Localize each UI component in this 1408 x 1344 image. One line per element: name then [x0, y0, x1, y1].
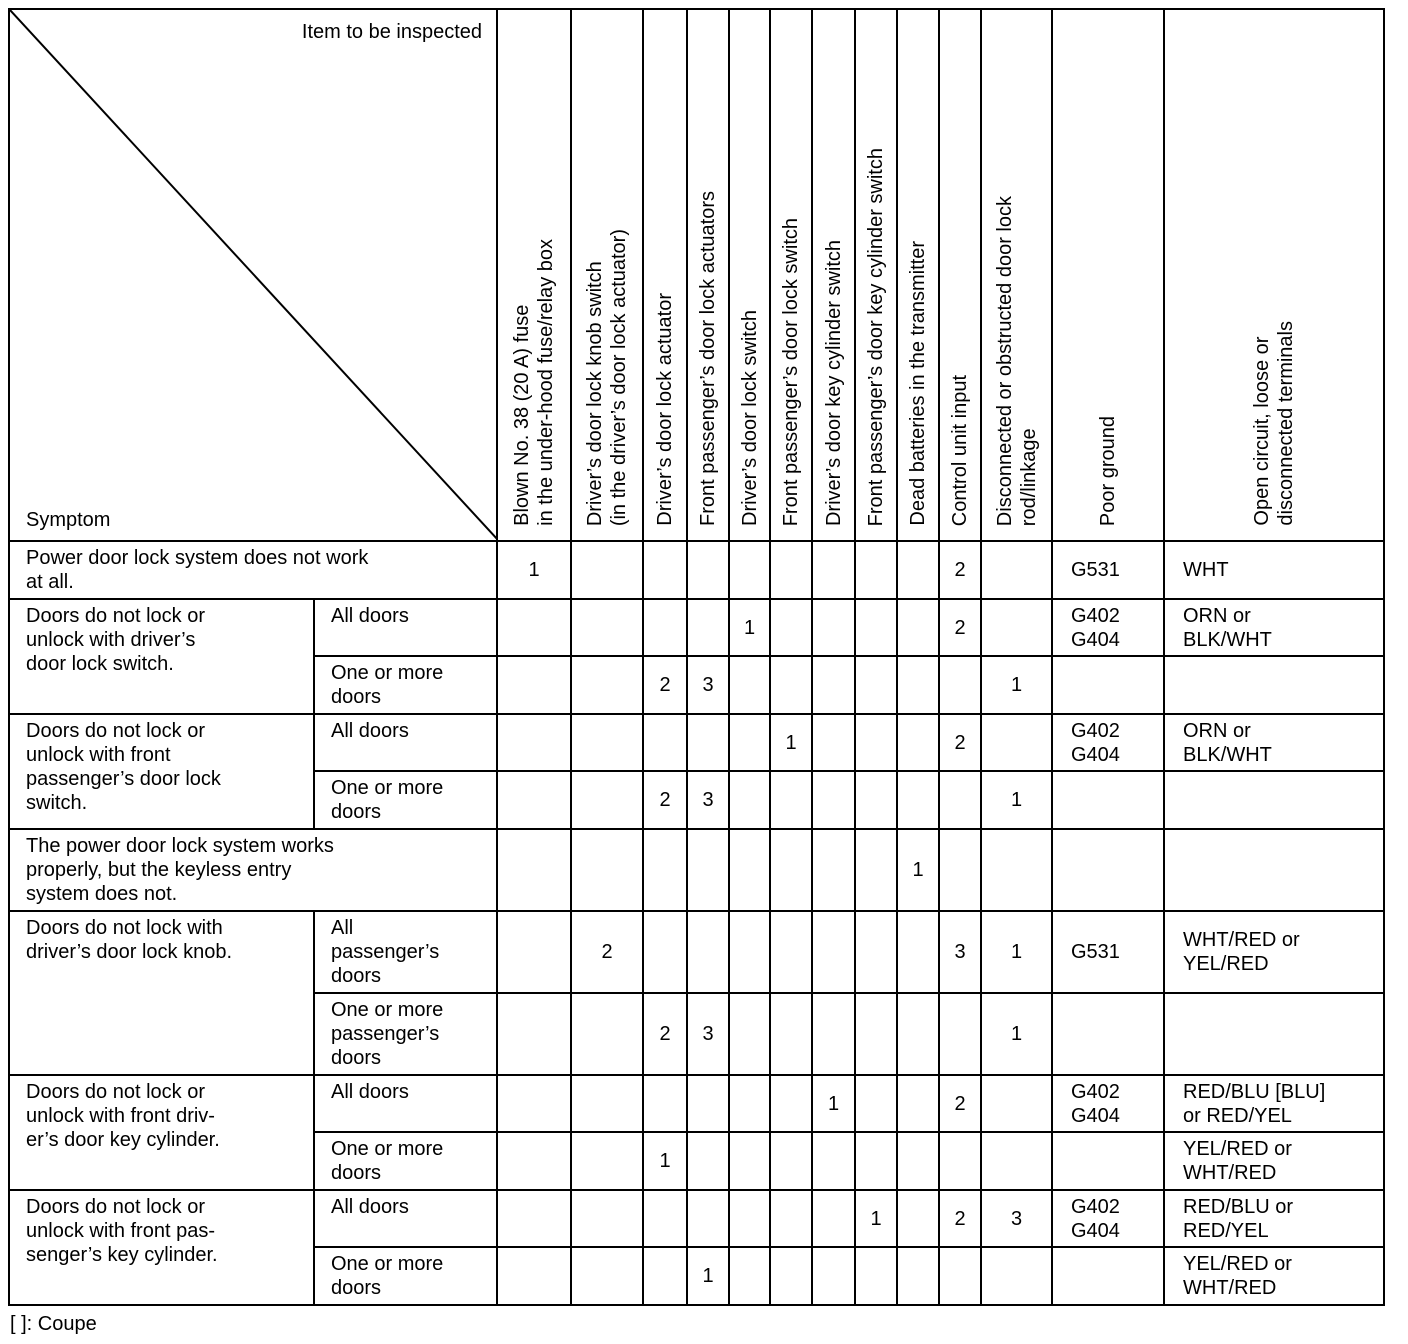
table-row [9, 911, 1384, 993]
priority-cell [643, 599, 687, 656]
terminal-cell [1164, 829, 1384, 911]
condition-cell: All doors [314, 599, 497, 656]
item-to-be-inspected-label: Item to be inspected [301, 21, 482, 43]
priority-cell [571, 714, 643, 771]
priority-cell [855, 911, 897, 993]
priority-cell [981, 1075, 1052, 1132]
priority-cell: 1 [981, 993, 1052, 1075]
priority-cell: 3 [687, 656, 729, 714]
priority-cell [897, 1247, 939, 1305]
column-header: Driver’s door lock knob switch (in the driver’s door lock actuator) [571, 9, 643, 541]
priority-cell [897, 771, 939, 829]
priority-cell [497, 911, 571, 993]
priority-cell [770, 911, 812, 993]
priority-cell [770, 1132, 812, 1190]
priority-cell [729, 714, 770, 771]
priority-cell [770, 829, 812, 911]
priority-cell [939, 771, 981, 829]
ground-cell: G402 G404 [1052, 1190, 1164, 1247]
priority-cell [643, 829, 687, 911]
priority-cell: 1 [812, 1075, 855, 1132]
priority-cell [812, 1132, 855, 1190]
priority-cell: 1 [770, 714, 812, 771]
column-header: Dead batteries in the transmitter [897, 9, 939, 541]
priority-cell [729, 911, 770, 993]
priority-cell: 1 [981, 771, 1052, 829]
priority-cell [687, 714, 729, 771]
priority-cell [643, 1190, 687, 1247]
priority-cell: 2 [939, 1190, 981, 1247]
column-header: Front passenger’s door lock actuators [687, 9, 729, 541]
priority-cell [687, 911, 729, 993]
priority-cell [571, 829, 643, 911]
column-header: Poor ground [1052, 9, 1164, 541]
header-corner [9, 9, 497, 541]
priority-cell: 1 [897, 829, 939, 911]
priority-cell: 2 [571, 911, 643, 993]
priority-cell [939, 656, 981, 714]
column-header: Disconnected or obstructed door lock rod/linkage [981, 9, 1052, 541]
priority-cell [897, 993, 939, 1075]
priority-cell [687, 1132, 729, 1190]
ground-cell: G531 [1052, 911, 1164, 993]
column-header: Open circuit, loose or disconnected terminals [1164, 9, 1384, 541]
symptom-cell: Doors do not lock or unlock with front passenger’s door lock switch. [9, 714, 314, 829]
condition-cell: All doors [314, 714, 497, 771]
priority-cell [812, 829, 855, 911]
priority-cell: 1 [855, 1190, 897, 1247]
priority-cell [897, 1132, 939, 1190]
column-header: Front passenger’s door lock switch [770, 9, 812, 541]
condition-cell: One or more doors [314, 656, 497, 714]
priority-cell [981, 1247, 1052, 1305]
condition-cell: All doors [314, 1190, 497, 1247]
priority-cell [812, 599, 855, 656]
priority-cell [812, 541, 855, 599]
column-header: Control unit input [939, 9, 981, 541]
priority-cell [770, 771, 812, 829]
troubleshooting-table [8, 8, 1385, 1306]
priority-cell [497, 1247, 571, 1305]
priority-cell [855, 993, 897, 1075]
priority-cell [939, 1132, 981, 1190]
terminal-cell: YEL/RED or WHT/RED [1164, 1132, 1384, 1190]
priority-cell [812, 1190, 855, 1247]
priority-cell [981, 829, 1052, 911]
ground-cell [1052, 1247, 1164, 1305]
priority-cell [812, 993, 855, 1075]
priority-cell [729, 993, 770, 1075]
priority-cell: 1 [729, 599, 770, 656]
priority-cell: 3 [981, 1190, 1052, 1247]
priority-cell [770, 993, 812, 1075]
column-header: Front passenger’s door key cylinder switch [855, 9, 897, 541]
priority-cell [855, 541, 897, 599]
priority-cell [571, 1247, 643, 1305]
priority-cell [939, 1247, 981, 1305]
column-header: Driver’s door lock actuator [643, 9, 687, 541]
priority-cell [497, 714, 571, 771]
terminal-cell: RED/BLU or RED/YEL [1164, 1190, 1384, 1247]
priority-cell [770, 599, 812, 656]
ground-cell [1052, 771, 1164, 829]
priority-cell [981, 599, 1052, 656]
priority-cell [770, 541, 812, 599]
priority-cell: 1 [981, 656, 1052, 714]
priority-cell: 2 [643, 771, 687, 829]
terminal-cell [1164, 993, 1384, 1075]
symptom-cell: Power door lock system does not work at all. [9, 541, 497, 599]
priority-cell [855, 771, 897, 829]
priority-cell [855, 829, 897, 911]
priority-cell [897, 656, 939, 714]
diagonal-divider [10, 10, 498, 540]
priority-cell [571, 541, 643, 599]
priority-cell [855, 1132, 897, 1190]
priority-cell [497, 771, 571, 829]
priority-cell: 2 [643, 993, 687, 1075]
priority-cell [497, 1190, 571, 1247]
terminal-cell: ORN or BLK/WHT [1164, 599, 1384, 656]
table-row [9, 1075, 1384, 1132]
symptom-label: Symptom [26, 509, 111, 531]
priority-cell: 3 [687, 993, 729, 1075]
priority-cell [497, 1075, 571, 1132]
priority-cell: 2 [939, 599, 981, 656]
terminal-cell [1164, 771, 1384, 829]
priority-cell [981, 541, 1052, 599]
priority-cell [687, 829, 729, 911]
priority-cell [497, 829, 571, 911]
terminal-cell [1164, 656, 1384, 714]
terminal-cell: RED/BLU [BLU] or RED/YEL [1164, 1075, 1384, 1132]
priority-cell [939, 993, 981, 1075]
priority-cell: 2 [643, 656, 687, 714]
table-body [9, 541, 1384, 1305]
priority-cell [729, 1247, 770, 1305]
priority-cell [812, 911, 855, 993]
priority-cell [770, 1190, 812, 1247]
ground-cell [1052, 656, 1164, 714]
priority-cell [643, 911, 687, 993]
priority-cell [897, 714, 939, 771]
priority-cell [981, 1132, 1052, 1190]
header-row [9, 9, 1384, 541]
priority-cell [939, 829, 981, 911]
ground-cell [1052, 1132, 1164, 1190]
table-row [9, 714, 1384, 771]
ground-cell: G402 G404 [1052, 599, 1164, 656]
priority-cell [812, 1247, 855, 1305]
priority-cell [571, 1132, 643, 1190]
table-row [9, 599, 1384, 656]
priority-cell: 1 [497, 541, 571, 599]
priority-cell: 1 [643, 1132, 687, 1190]
priority-cell [770, 1247, 812, 1305]
condition-cell: One or more doors [314, 771, 497, 829]
priority-cell [729, 771, 770, 829]
ground-cell [1052, 829, 1164, 911]
priority-cell [770, 1075, 812, 1132]
priority-cell [497, 656, 571, 714]
priority-cell [812, 771, 855, 829]
priority-cell [897, 1190, 939, 1247]
table-row [9, 1190, 1384, 1247]
priority-cell: 1 [981, 911, 1052, 993]
priority-cell [855, 714, 897, 771]
priority-cell: 2 [939, 541, 981, 599]
priority-cell: 2 [939, 714, 981, 771]
column-header: Driver’s door key cylinder switch [812, 9, 855, 541]
symptom-cell: Doors do not lock or unlock with front pas- senger’s key cylinder. [9, 1190, 314, 1305]
priority-cell [571, 1190, 643, 1247]
priority-cell [729, 541, 770, 599]
priority-cell [897, 911, 939, 993]
terminal-cell: WHT/RED or YEL/RED [1164, 911, 1384, 993]
ground-cell: G531 [1052, 541, 1164, 599]
condition-cell: One or more passenger’s doors [314, 993, 497, 1075]
priority-cell [643, 714, 687, 771]
priority-cell [812, 714, 855, 771]
column-header: Blown No. 38 (20 A) fuse in the under-hood fuse/relay box [497, 9, 571, 541]
symptom-cell: The power door lock system works properly, but the keyless entry system does not. [9, 829, 497, 911]
priority-cell [687, 1075, 729, 1132]
priority-cell [981, 714, 1052, 771]
symptom-cell: Doors do not lock with driver’s door lock knob. [9, 911, 314, 1075]
priority-cell [897, 541, 939, 599]
priority-cell [729, 1190, 770, 1247]
priority-cell [897, 599, 939, 656]
table-row [9, 829, 1384, 911]
priority-cell [687, 541, 729, 599]
priority-cell [897, 1075, 939, 1132]
condition-cell: One or more doors [314, 1247, 497, 1305]
ground-cell: G402 G404 [1052, 714, 1164, 771]
table-row [9, 541, 1384, 599]
priority-cell [497, 1132, 571, 1190]
footnote: [ ]: Coupe [10, 1313, 97, 1335]
priority-cell [729, 1075, 770, 1132]
condition-cell: All doors [314, 1075, 497, 1132]
priority-cell [729, 1132, 770, 1190]
priority-cell [855, 656, 897, 714]
priority-cell [643, 541, 687, 599]
priority-cell [571, 1075, 643, 1132]
priority-cell [497, 993, 571, 1075]
priority-cell [770, 656, 812, 714]
priority-cell [855, 1075, 897, 1132]
priority-cell [729, 656, 770, 714]
ground-cell [1052, 993, 1164, 1075]
priority-cell [643, 1075, 687, 1132]
priority-cell [643, 1247, 687, 1305]
priority-cell [571, 993, 643, 1075]
priority-cell [855, 599, 897, 656]
ground-cell: G402 G404 [1052, 1075, 1164, 1132]
priority-cell [729, 829, 770, 911]
priority-cell [571, 599, 643, 656]
priority-cell [497, 599, 571, 656]
priority-cell: 3 [687, 771, 729, 829]
symptom-cell: Doors do not lock or unlock with front driv- er’s door key cylinder. [9, 1075, 314, 1190]
terminal-cell: YEL/RED or WHT/RED [1164, 1247, 1384, 1305]
priority-cell [571, 771, 643, 829]
terminal-cell: WHT [1164, 541, 1384, 599]
column-header: Driver’s door lock switch [729, 9, 770, 541]
priority-cell [855, 1247, 897, 1305]
priority-cell [687, 599, 729, 656]
priority-cell [571, 656, 643, 714]
condition-cell: One or more doors [314, 1132, 497, 1190]
priority-cell: 2 [939, 1075, 981, 1132]
terminal-cell: ORN or BLK/WHT [1164, 714, 1384, 771]
condition-cell: All passenger’s doors [314, 911, 497, 993]
priority-cell: 3 [939, 911, 981, 993]
priority-cell [812, 656, 855, 714]
priority-cell: 1 [687, 1247, 729, 1305]
symptom-cell: Doors do not lock or unlock with driver’s door lock switch. [9, 599, 314, 714]
priority-cell [687, 1190, 729, 1247]
